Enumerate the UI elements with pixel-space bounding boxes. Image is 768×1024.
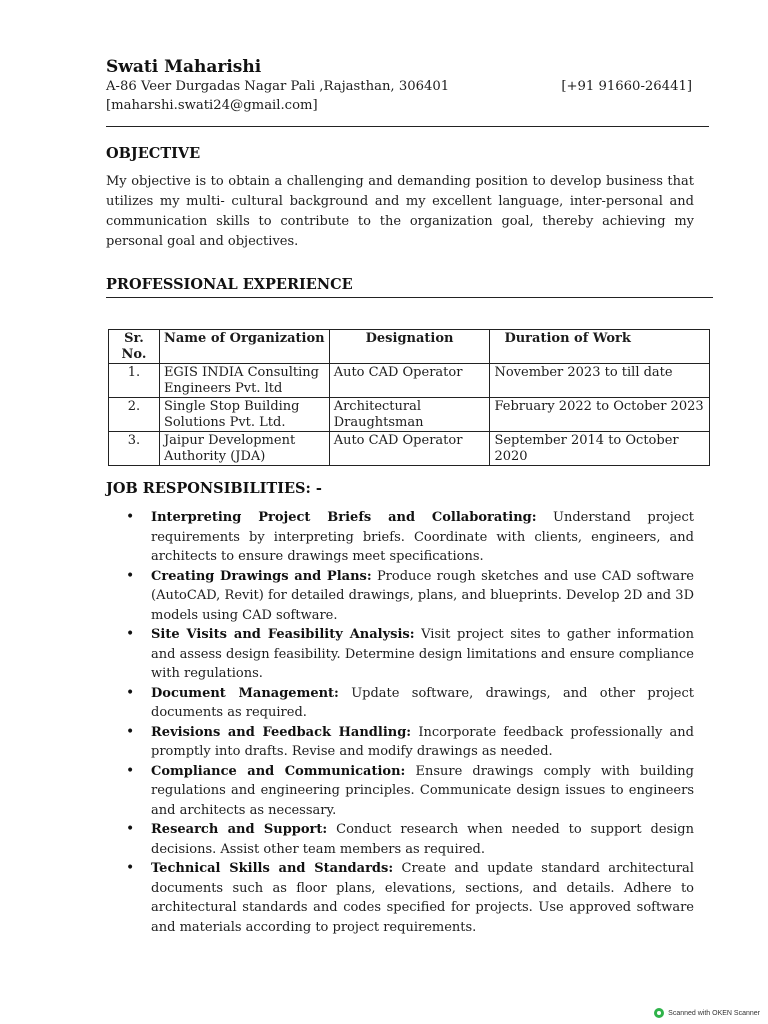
item-text: Understand project requirements by interpreting briefs. Coordinate with clients, engineers, and architects to ensure drawings meet specifications.: [151, 510, 694, 564]
item-title: Compliance and Communication:: [151, 763, 406, 779]
scanner-watermark: [654, 1008, 760, 1018]
row-sr: 1.: [109, 364, 160, 398]
row-sr: 3.: [109, 432, 160, 466]
list-item: [126, 762, 694, 821]
responsibilities-heading: JOB RESPONSIBILITIES: -: [106, 480, 322, 497]
row-duration: February 2022 to October 2023: [490, 398, 710, 432]
item-text: Update software, drawings, and other project documents as required.: [151, 685, 695, 720]
row-designation: Architectural Draughtsman: [329, 398, 490, 432]
item-title: Interpreting Project Briefs and Collaborating:: [151, 510, 537, 525]
header-divider: [106, 126, 709, 127]
list-item: [126, 684, 694, 723]
column-header-designation: Designation: [329, 330, 490, 364]
column-header-organization: Name of Organization: [159, 330, 329, 364]
row-organization: Single Stop Building Solutions Pvt. Ltd.: [159, 398, 329, 432]
item-text: Visit project sites to gather information and assess design feasibility. Determine design limitations and ensure compliance with regulations.: [151, 627, 695, 681]
list-item: [126, 820, 694, 859]
item-text: Create and update standard architectural documents such as floor plans, elevations, sections, and details. Adhere to architectural standards and codes specified for projects. Use approved software and materials according to project requirements.: [151, 861, 694, 935]
list-item: [126, 859, 694, 937]
objective-heading: OBJECTIVE: [106, 145, 201, 162]
item-title: Site Visits and Feasibility Analysis:: [151, 627, 415, 642]
list-item: [126, 625, 694, 684]
item-text: Ensure drawings comply with building regulations and engineering principles. Communicate design issues to engineers and architects as necessary.: [151, 763, 694, 818]
experience-table: [108, 329, 710, 466]
table-row: [109, 432, 710, 466]
row-organization: Jaipur Development Authority (JDA): [159, 432, 329, 466]
item-text: Produce rough sketches and use CAD software (AutoCAD, Revit) for detailed drawings, plans, and blueprints. Develop 2D and 3D models using CAD software.: [151, 568, 694, 623]
item-title: Revisions and Feedback Handling:: [151, 724, 412, 740]
column-header-sr: Sr. No.: [109, 330, 160, 364]
responsibilities-list: [126, 508, 694, 937]
item-title: Creating Drawings and Plans:: [151, 568, 372, 584]
item-text: Conduct research when needed to support design decisions. Assist other team members as required.: [151, 822, 694, 857]
item-title: Research and Support:: [151, 822, 328, 837]
row-sr: 2.: [109, 398, 160, 432]
oken-scanner-logo-icon: [654, 1008, 664, 1018]
row-designation: Auto CAD Operator: [329, 432, 490, 466]
list-item: [126, 567, 694, 626]
phone-number: [+91 91660-26441]: [561, 79, 692, 94]
experience-heading: PROFESSIONAL EXPERIENCE: [106, 276, 353, 293]
row-duration: September 2014 to October 2020: [490, 432, 710, 466]
item-title: Document Management:: [151, 685, 339, 701]
row-designation: Auto CAD Operator: [329, 364, 490, 398]
item-text: Incorporate feedback professionally and promptly into drafts. Revise and modify drawings as needed.: [151, 724, 694, 759]
table-header-row: [109, 330, 710, 364]
objective-text: My objective is to obtain a challenging and demanding position to develop business that utilizes my multi- cultural background and my excellent language, inter-personal and communication skills to contribute to the organization goal, thereby achieving my personal goal and objectives.: [106, 174, 694, 249]
address: A-86 Veer Durgadas Nagar Pali ,Rajasthan, 306401: [106, 79, 450, 94]
table-row: [109, 398, 710, 432]
item-title: Technical Skills and Standards:: [151, 861, 394, 876]
list-item: [126, 723, 694, 762]
candidate-name: Swati Maharishi: [106, 57, 262, 77]
row-duration: November 2023 to till date: [490, 364, 710, 398]
column-header-duration: Duration of Work: [490, 330, 710, 364]
row-organization: EGIS INDIA Consulting Engineers Pvt. ltd: [159, 364, 329, 398]
email-address: [maharshi.swati24@gmail.com]: [106, 98, 318, 113]
table-row: [109, 364, 710, 398]
list-item: [126, 508, 694, 567]
scanner-label: Scanned with OKEN Scanner: [668, 1009, 760, 1017]
experience-divider: [106, 297, 713, 298]
